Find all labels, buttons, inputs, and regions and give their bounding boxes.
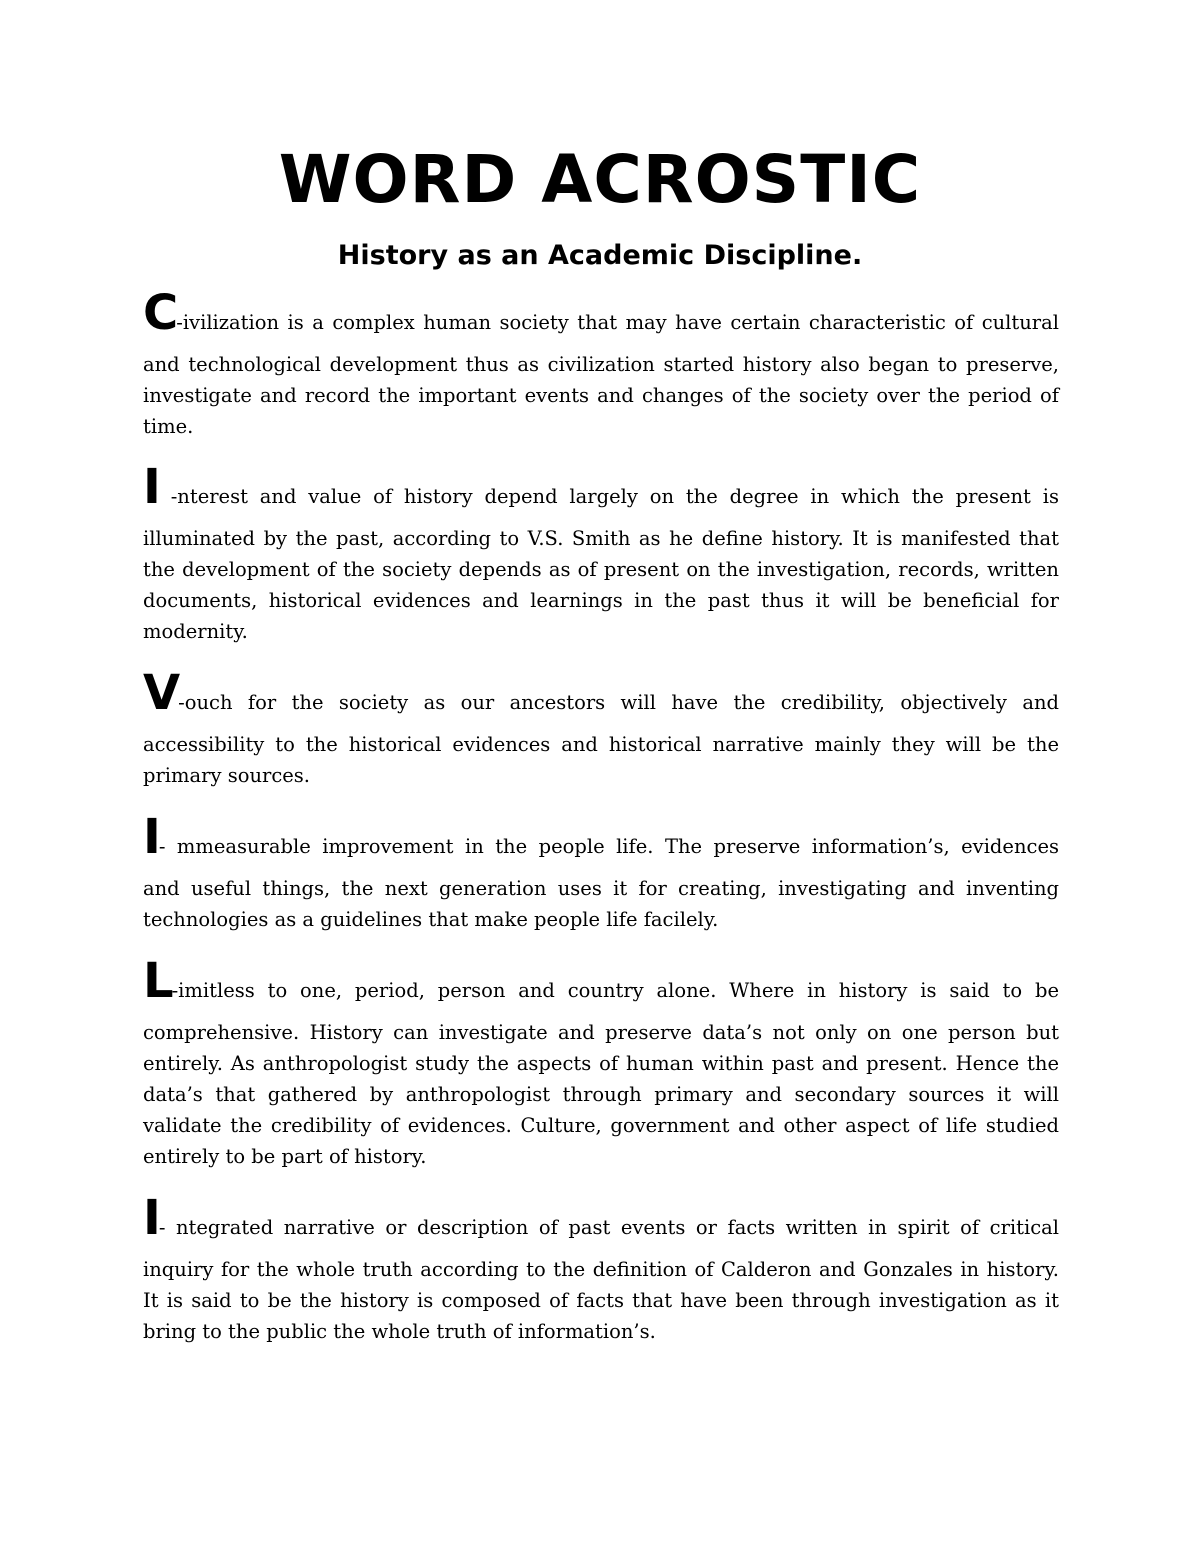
acrostic-first-line xyxy=(143,809,1059,865)
acrostic-paragraph-l xyxy=(143,953,1059,1172)
acrostic-first-line-text: -ivilization is a complex human society that may have certain characteristic of cultural xyxy=(176,311,1059,334)
acrostic-first-line xyxy=(143,953,1059,1009)
acrostic-paragraph-body: comprehensive. History can investigate and preserve data’s not only on one person but entirely. As anthropologist study the aspects of human within past and present. Hence the data’s that gathered by anthropologist through primary and secondary sources it will validate the credibility of evidences. Culture, government and other aspect of life studied entirely to be part of history. xyxy=(143,1021,1059,1168)
acrostic-first-line xyxy=(143,285,1059,341)
acrostic-initial-letter: C xyxy=(143,285,177,341)
acrostic-first-line xyxy=(143,665,1059,721)
acrostic-first-line-text: -imitless to one, period, person and country alone. Where in history is said to be xyxy=(171,979,1059,1002)
acrostic-first-line xyxy=(143,1190,1059,1246)
acrostic-paragraph-i xyxy=(143,459,1059,647)
acrostic-paragraph-body: and technological development thus as civilization started history also began to preserve, investigate and record the important events and changes of the society over the period of time. xyxy=(143,353,1059,438)
acrostic-paragraph-body: inquiry for the whole truth according to the definition of Calderon and Gonzales in history. It is said to be the history is composed of facts that have been through investigation as it bring to the public the whole truth of information’s. xyxy=(143,1258,1059,1343)
acrostic-paragraph-v xyxy=(143,665,1059,791)
acrostic-first-line-text: - ntegrated narrative or description of past events or facts written in spirit of critical xyxy=(158,1216,1059,1239)
acrostic-initial-letter: I xyxy=(143,809,159,865)
acrostic-paragraph-c xyxy=(143,285,1059,442)
page-title: WORD ACROSTIC xyxy=(278,141,922,218)
acrostic-first-line xyxy=(143,459,1059,515)
acrostic-first-line-text: -ouch for the society as our ancestors will have the credibility, objectively and xyxy=(178,691,1059,714)
acrostic-initial-letter: I xyxy=(143,459,159,515)
acrostic-initial-letter: I xyxy=(143,1190,159,1246)
acrostic-initial-letter: L xyxy=(143,953,172,1009)
acrostic-paragraph-body: and useful things, the next generation uses it for creating, investigating and inventing technologies as a guidelines that make people life facilely. xyxy=(143,877,1059,931)
acrostic-first-line-text: - mmeasurable improvement in the people life. The preserve information’s, evidences xyxy=(158,835,1059,858)
acrostic-paragraph-i xyxy=(143,1190,1059,1347)
acrostic-first-line-text: -nterest and value of history depend largely on the degree in which the present is xyxy=(158,485,1059,508)
acrostic-paragraph-body: illuminated by the past, according to V.S. Smith as he define history. It is manifested that the development of the society depends as of present on the investigation, records, written documents, historical evidences and learnings in the past thus it will be beneficial for modernity. xyxy=(143,527,1059,643)
acrostic-paragraph-body: accessibility to the historical evidences and historical narrative mainly they will be the primary sources. xyxy=(143,733,1059,787)
acrostic-paragraph-i xyxy=(143,809,1059,935)
page-subtitle: History as an Academic Discipline. xyxy=(337,240,863,271)
acrostic-initial-letter: V xyxy=(143,665,179,721)
